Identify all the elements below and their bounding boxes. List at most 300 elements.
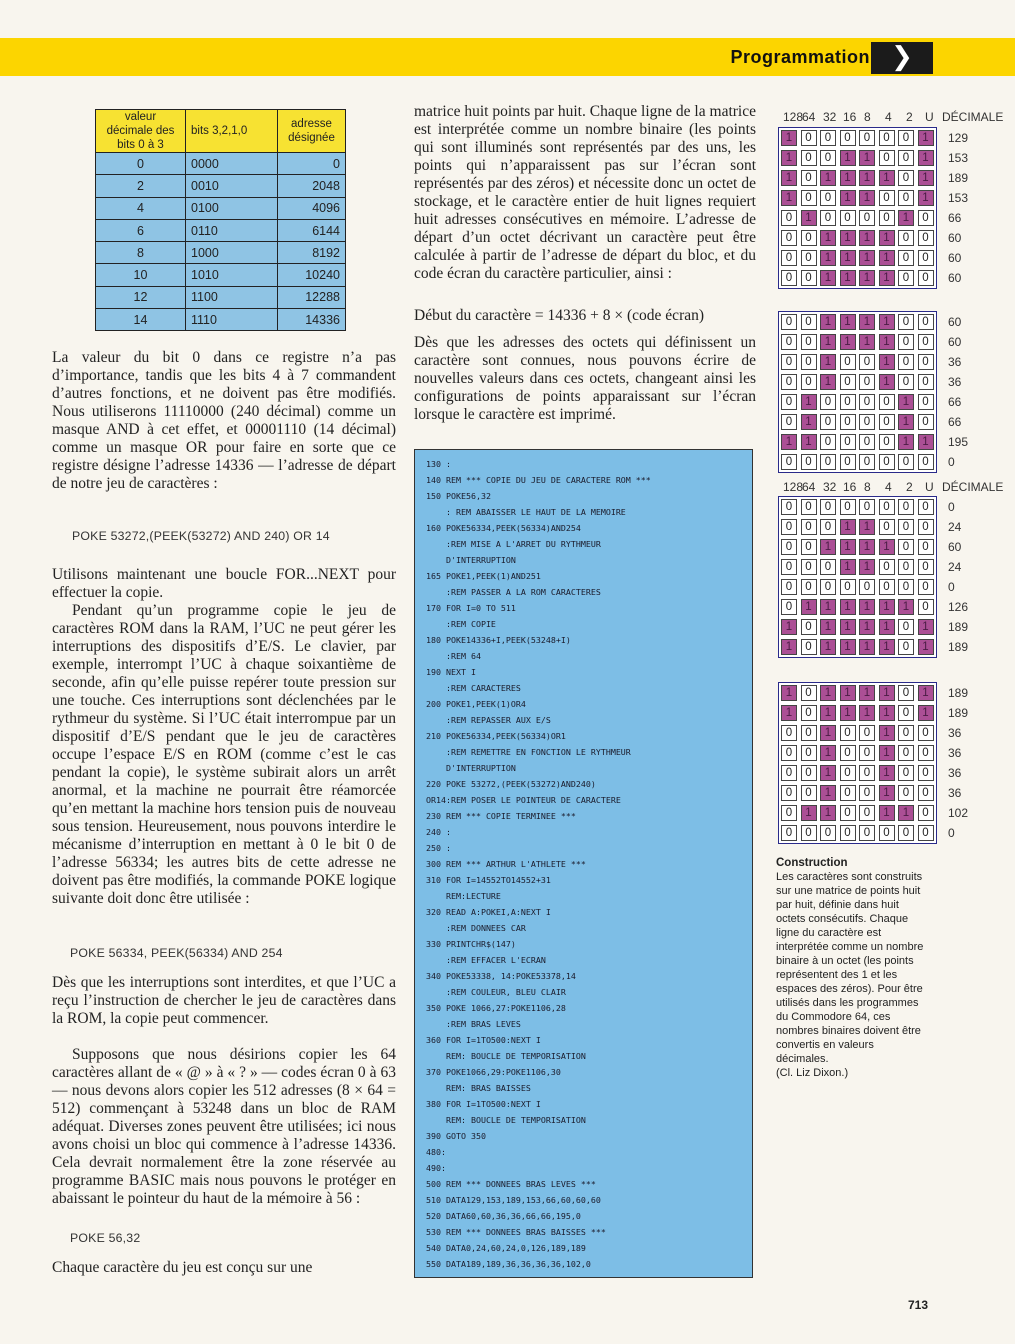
matrix-row (779, 268, 936, 288)
table-cell: 6144 (278, 219, 346, 241)
matrix-row (779, 723, 936, 743)
matrix-cell: 0 (859, 354, 875, 370)
decimal-value: 195 (948, 435, 969, 449)
matrix-cell: 0 (918, 825, 934, 841)
matrix-cell: 1 (859, 250, 875, 266)
matrix-cell: 1 (801, 805, 817, 821)
listing-line: 340 POKE53338, 14:POKE53378,14 (426, 971, 576, 981)
matrix-cell: 1 (781, 434, 797, 450)
listing-line: 190 NEXT I (426, 667, 476, 677)
matrix-cell: 0 (801, 374, 817, 390)
matrix-cell: 0 (801, 765, 817, 781)
matrix-cell: 1 (879, 170, 895, 186)
decimal-value: 60 (948, 231, 962, 245)
table-cell: 2 (96, 175, 186, 197)
matrix-cell: 0 (801, 705, 817, 721)
matrix-cell: 0 (859, 210, 875, 226)
matrix-cell: 1 (781, 685, 797, 701)
decimal-value: 60 (948, 315, 962, 329)
matrix-cell: 0 (859, 414, 875, 430)
matrix-cell: 0 (898, 639, 914, 655)
code-line: POKE 56,32 (70, 1231, 141, 1245)
matrix-cell: 0 (898, 250, 914, 266)
matrix-cell: 0 (781, 785, 797, 801)
matrix-cell: 0 (781, 414, 797, 430)
matrix-cell: 1 (879, 314, 895, 330)
matrix-cell: 1 (898, 434, 914, 450)
matrix-cell: 0 (820, 434, 836, 450)
matrix-cell: 1 (840, 639, 856, 655)
matrix-cell: 0 (898, 334, 914, 350)
listing-line: :REM MISE A L'ARRET DU RYTHMEUR (426, 539, 601, 549)
listing-line: :REM BRAS LEVES (426, 1019, 521, 1029)
listing-line: 250 : (426, 843, 451, 853)
matrix-cell: 1 (879, 785, 895, 801)
matrix-cell: 1 (918, 130, 934, 146)
matrix-cell: 0 (898, 150, 914, 166)
matrix-cell: 0 (840, 825, 856, 841)
paragraph: Chaque caractère du jeu est conçu sur une (52, 1259, 313, 1276)
matrix-cell: 0 (918, 414, 934, 430)
matrix-cell: 1 (879, 619, 895, 635)
decimal-value: 189 (948, 686, 969, 700)
table-row (96, 197, 346, 219)
bit-weight-header (778, 110, 1008, 124)
matrix-row (779, 392, 936, 412)
matrix-cell: 0 (801, 150, 817, 166)
matrix-row (779, 497, 936, 517)
table-header-cell: valeur décimale des bits 0 à 3 (96, 110, 186, 153)
table-cell: 8192 (278, 242, 346, 264)
page-number: 713 (908, 1298, 929, 1312)
matrix-row (779, 188, 936, 208)
matrix-cell: 0 (898, 499, 914, 515)
decimal-value: 0 (948, 580, 955, 594)
paragraph: matrice huit points par huit. Chaque ligne de la matrice est interprétée comme un nombre binaire (les points qui sont illuminés sont représentés par des uns, les points qui n’apparaissent pas sur l’écran sont représentés par des zéros) et nécessite donc un octet de stockage, et le caractère entier de huit lignes requiert huit adresses consécutives en mémoire. L’adresse de départ d’un octet décrivant un caractère peut être calculée à partir de l’adresse de départ du bloc, et du code écran du caractère particulier, ainsi : (414, 103, 756, 282)
table-row (96, 286, 346, 308)
bit-weight-label: 64 (802, 480, 816, 494)
matrix-cell: 0 (781, 499, 797, 515)
bit-weight-label: 2 (906, 480, 913, 494)
matrix-cell: 1 (918, 639, 934, 655)
listing-line: 165 POKE1,PEEK(1)AND251 (426, 571, 541, 581)
matrix-cell: 0 (820, 150, 836, 166)
matrix-cell: 1 (840, 150, 856, 166)
matrix-cell: 0 (859, 725, 875, 741)
decimal-value: 0 (948, 500, 955, 514)
table-cell: 14336 (278, 309, 346, 331)
decimal-value: 60 (948, 335, 962, 349)
matrix-cell: 0 (801, 130, 817, 146)
table-cell: 4096 (278, 197, 346, 219)
matrix-row (779, 683, 936, 703)
matrix-cell: 0 (918, 599, 934, 615)
matrix-cell: 1 (840, 539, 856, 555)
matrix-row (779, 537, 936, 557)
matrix-cell: 1 (879, 599, 895, 615)
matrix-cell: 1 (879, 539, 895, 555)
listing-line: 230 REM *** COPIE TERMINEE *** (426, 811, 576, 821)
matrix-cell: 1 (801, 434, 817, 450)
listing-line: :REM 64 (426, 651, 481, 661)
matrix-row (779, 148, 936, 168)
matrix-cell: 1 (879, 745, 895, 761)
matrix-cell: 0 (781, 270, 797, 286)
matrix-cell: 0 (801, 785, 817, 801)
matrix-cell: 0 (840, 130, 856, 146)
matrix-cell: 0 (918, 210, 934, 226)
matrix-cell: 0 (820, 454, 836, 470)
matrix-cell: 1 (820, 230, 836, 246)
matrix-cell: 1 (918, 619, 934, 635)
caption-credit: (Cl. Liz Dixon.) (776, 1067, 849, 1079)
table-cell: 2048 (278, 175, 346, 197)
listing-line: 240 : (426, 827, 451, 837)
matrix-cell: 0 (801, 519, 817, 535)
matrix-cell: 1 (898, 414, 914, 430)
matrix-cell: 0 (918, 519, 934, 535)
matrix-cell: 1 (840, 230, 856, 246)
listing-line: :REM REMETTRE EN FONCTION LE RYTHMEUR (426, 747, 631, 757)
matrix-cell: 1 (840, 170, 856, 186)
table-header-cell: adresse désignée (278, 110, 346, 153)
matrix-cell: 0 (918, 270, 934, 286)
matrix-cell: 0 (840, 394, 856, 410)
listing-line: 170 FOR I=0 TO 511 (426, 603, 516, 613)
table-cell: 0100 (186, 197, 278, 219)
matrix-cell: 0 (781, 250, 797, 266)
listing-line: :REM PASSER A LA ROM CARACTERES (426, 587, 601, 597)
matrix-cell: 0 (801, 685, 817, 701)
matrix-cell: 1 (840, 685, 856, 701)
table-cell: 12 (96, 286, 186, 308)
matrix-cell: 1 (840, 314, 856, 330)
matrix-cell: 0 (859, 374, 875, 390)
listing-line: 370 POKE1066,29:POKE1106,30 (426, 1067, 561, 1077)
matrix-cell: 0 (859, 745, 875, 761)
section-title: Programmation (730, 47, 870, 67)
table-row (96, 153, 346, 175)
matrix-cell: 0 (801, 270, 817, 286)
matrix-cell: 0 (781, 374, 797, 390)
paragraph: Dès que les adresses des octets qui définissent un caractère sont connues, nous pouvons écrire de nouvelles valeurs dans ces octets, changeant ainsi les configurations de points apparaissant sur l’écran lorsque le caractère est imprimé. (414, 334, 756, 423)
matrix-cell: 0 (898, 725, 914, 741)
address-table (95, 109, 346, 331)
decimal-value: 189 (948, 620, 969, 634)
matrix-cell: 0 (781, 559, 797, 575)
table-header-row (96, 110, 346, 153)
listing-line: D'INTERRUPTION (426, 763, 516, 773)
matrix-cell: 0 (918, 334, 934, 350)
decimal-value: 36 (948, 766, 962, 780)
paragraph: Supposons que nous désirions copier les 64 caractères allant de « @ » à « ? » — codes écran 0 à 63 — nous devons alors copier les 512 adresses (8 × 64 = 512) commençant à 53248 dans un bloc de RAM adéquat. Diverses zones peuvent être utilisées; ici nous avons choisi un bloc qui commence à l’adresse 14336. Cela devrait normalement être la zone réservée au programme BASIC mais nous pouvons le protéger en abaissant le pointeur du haut de la mémoire à 56 : (52, 1046, 396, 1207)
matrix-cell: 1 (801, 599, 817, 615)
matrix-cell: 1 (859, 705, 875, 721)
matrix-cell: 1 (840, 619, 856, 635)
matrix-cell: 0 (879, 519, 895, 535)
table-row (96, 264, 346, 286)
matrix-cell: 0 (801, 539, 817, 555)
decimal-value: 126 (948, 600, 969, 614)
matrix-cell: 0 (820, 825, 836, 841)
table-cell: 0000 (186, 153, 278, 175)
matrix-cell: 0 (840, 579, 856, 595)
listing-line: 510 DATA129,153,189,153,66,60,60,60 (426, 1195, 601, 1205)
table-cell: 1000 (186, 242, 278, 264)
matrix-cell: 1 (820, 374, 836, 390)
section-banner (0, 38, 1015, 76)
listing-line: :REM EFFACER L'ECRAN (426, 955, 546, 965)
listing-line: :REM COULEUR, BLEU CLAIR (426, 987, 566, 997)
decimal-value: 0 (948, 826, 955, 840)
table-cell: 12288 (278, 286, 346, 308)
decimal-value: 36 (948, 746, 962, 760)
table-row (96, 309, 346, 331)
bit-weight-label: 16 (843, 480, 857, 494)
matrix-row (779, 617, 936, 637)
matrix-cell: 1 (781, 170, 797, 186)
listing-line: 210 POKE56334,PEEK(56334)OR1 (426, 731, 566, 741)
matrix-cell: 0 (781, 230, 797, 246)
decimal-value: 36 (948, 786, 962, 800)
table-cell: 0010 (186, 175, 278, 197)
matrix-cell: 0 (840, 785, 856, 801)
listing-line: OR14:REM POSER LE POINTEUR DE CARACTERE (426, 795, 621, 805)
listing-line: 200 POKE1,PEEK(1)OR4 (426, 699, 526, 709)
matrix-cell: 0 (879, 150, 895, 166)
matrix-cell: 0 (820, 519, 836, 535)
matrix-cell: 1 (918, 150, 934, 166)
decimal-value: 24 (948, 560, 962, 574)
listing-line: 490: (426, 1163, 446, 1173)
bit-weight-label: 16 (843, 110, 857, 124)
matrix-cell: 1 (840, 599, 856, 615)
matrix-cell: 1 (898, 210, 914, 226)
matrix-row (779, 248, 936, 268)
matrix-cell: 0 (820, 499, 836, 515)
table-cell: 0 (96, 153, 186, 175)
listing-line: 350 POKE 1066,27:POKE1106,28 (426, 1003, 566, 1013)
matrix-cell: 0 (879, 130, 895, 146)
matrix-cell: 1 (781, 150, 797, 166)
matrix-cell: 0 (781, 354, 797, 370)
listing-line: REM: BOUCLE DE TEMPORISATION (426, 1051, 586, 1061)
matrix-cell: 0 (781, 519, 797, 535)
matrix-cell: 0 (820, 130, 836, 146)
bit-weight-label: 2 (906, 110, 913, 124)
table-cell: 8 (96, 242, 186, 264)
decimal-label: DÉCIMALE (942, 110, 1004, 124)
matrix-cell: 0 (781, 210, 797, 226)
matrix-cell: 0 (801, 334, 817, 350)
matrix-cell: 1 (918, 190, 934, 206)
listing-line: 480: (426, 1147, 446, 1157)
matrix-cell: 0 (859, 394, 875, 410)
matrix-cell: 1 (840, 270, 856, 286)
matrix-cell: 0 (820, 394, 836, 410)
matrix-cell: 1 (918, 170, 934, 186)
matrix-cell: 0 (898, 705, 914, 721)
decimal-value: 189 (948, 706, 969, 720)
decimal-value: 36 (948, 375, 962, 389)
listing-line: 150 POKE56,32 (426, 491, 491, 501)
matrix-cell: 0 (801, 250, 817, 266)
paragraph: Dès que les interruptions sont interdites, et que l’UC a reçu l’instruction de chercher le jeu de caractères dans la ROM, la copie peut commencer. (52, 974, 396, 1027)
matrix-cell: 1 (879, 334, 895, 350)
matrix-cell: 0 (879, 434, 895, 450)
matrix-cell: 0 (840, 499, 856, 515)
listing-line: 330 PRINTCHR$(147) (426, 939, 516, 949)
matrix-cell: 0 (781, 579, 797, 595)
matrix-cell: 0 (801, 579, 817, 595)
matrix-cell: 0 (898, 685, 914, 701)
character-matrix (778, 682, 937, 844)
matrix-cell: 0 (859, 130, 875, 146)
matrix-cell: 0 (840, 434, 856, 450)
bit-weight-label: 64 (802, 110, 816, 124)
matrix-cell: 1 (918, 434, 934, 450)
matrix-row (779, 208, 936, 228)
matrix-cell: 0 (918, 765, 934, 781)
matrix-cell: 0 (781, 765, 797, 781)
matrix-cell: 1 (840, 334, 856, 350)
bit-weight-label: 8 (864, 110, 871, 124)
matrix-row (779, 803, 936, 823)
code-line: POKE 56334, PEEK(56334) AND 254 (70, 946, 283, 960)
paragraph: Utilisons maintenant une boucle FOR...NEXT pour effectuer la copie. (52, 566, 396, 601)
caption-title: Construction (776, 857, 848, 869)
matrix-cell: 0 (918, 314, 934, 330)
matrix-cell: 1 (859, 685, 875, 701)
matrix-cell: 0 (898, 559, 914, 575)
matrix-cell: 1 (859, 270, 875, 286)
matrix-cell: 0 (781, 454, 797, 470)
matrix-row (779, 332, 936, 352)
matrix-cell: 0 (859, 434, 875, 450)
decimal-value: 66 (948, 395, 962, 409)
matrix-row (779, 637, 936, 657)
matrix-cell: 1 (820, 539, 836, 555)
table-cell: 1110 (186, 309, 278, 331)
listing-line: : REM ABAISSER LE HAUT DE LA MEMOIRE (426, 507, 626, 517)
matrix-cell: 0 (918, 539, 934, 555)
matrix-cell: 1 (859, 539, 875, 555)
matrix-cell: 1 (820, 765, 836, 781)
matrix-cell: 0 (781, 745, 797, 761)
listing-line: 360 FOR I=1TO500:NEXT I (426, 1035, 541, 1045)
listing-line: D'INTERRUPTION (426, 555, 516, 565)
matrix-cell: 0 (820, 414, 836, 430)
character-matrix (778, 127, 937, 289)
matrix-cell: 0 (781, 599, 797, 615)
matrix-cell: 0 (801, 825, 817, 841)
matrix-cell: 1 (898, 599, 914, 615)
matrix-cell: 1 (820, 354, 836, 370)
table-header-cell: bits 3,2,1,0 (186, 110, 278, 153)
matrix-cell: 1 (859, 619, 875, 635)
paragraph: Pendant qu’un programme copie le jeu de caractères ROM dans la RAM, l’UC ne peut gérer les interruptions des dispositifs d’E/S. Le clavier, par exemple, interrompt l’UC à chaque soixantième de seconde, afin qu’elle puisse repérer toute pression sur une touche. Ces interruptions sont déclenchées par le rythmeur du système. Si l’UC était interrompue par un dispositif d’E/S pendant que le jeu de caractères occupe l’espace E/S en ROM (comme c’est le cas pendant la copie), le système subirait alors un arrêt anormal, et la machine ne pourrait être réamorcée qu’en mettant la machine hors tension puis de nouveau sous tension. Heureusement, nous pouvons interdire le mécanisme d’interruption en mettant à 0 le bit 0 de l’adresse 56334; les autres bits de cette adresse ne doivent pas être modifiés, la commande POKE logique suivante doit donc être utilisée : (52, 602, 396, 907)
matrix-cell: 1 (859, 190, 875, 206)
table-row (96, 219, 346, 241)
listing-line: 380 FOR I=1TO500:NEXT I (426, 1099, 541, 1109)
matrix-cell: 0 (898, 190, 914, 206)
matrix-row (779, 743, 936, 763)
figure-caption (776, 856, 928, 1080)
matrix-cell: 1 (820, 805, 836, 821)
matrix-cell: 0 (898, 314, 914, 330)
matrix-cell: 0 (918, 579, 934, 595)
matrix-cell: 0 (898, 170, 914, 186)
listing-line: :REM DONNEES CAR (426, 923, 526, 933)
matrix-cell: 1 (859, 334, 875, 350)
matrix-cell: 1 (820, 705, 836, 721)
listing-line: :REM REPASSER AUX E/S (426, 715, 551, 725)
matrix-cell: 0 (781, 725, 797, 741)
matrix-cell: 1 (859, 519, 875, 535)
matrix-cell: 0 (898, 130, 914, 146)
matrix-cell: 1 (840, 705, 856, 721)
matrix-cell: 0 (781, 539, 797, 555)
matrix-cell: 0 (801, 639, 817, 655)
matrix-row (779, 412, 936, 432)
matrix-cell: 1 (879, 639, 895, 655)
listing-line: 530 REM *** DONNEES BRAS BAISSES *** (426, 1227, 606, 1237)
matrix-cell: 1 (879, 230, 895, 246)
matrix-cell: 1 (859, 639, 875, 655)
table-cell: 0 (278, 153, 346, 175)
matrix-cell: 0 (801, 725, 817, 741)
decimal-label: DÉCIMALE (942, 480, 1004, 494)
matrix-cell: 1 (879, 270, 895, 286)
matrix-cell: 1 (820, 250, 836, 266)
matrix-cell: 0 (898, 354, 914, 370)
matrix-cell: 0 (898, 230, 914, 246)
matrix-cell: 0 (801, 354, 817, 370)
matrix-cell: 0 (781, 334, 797, 350)
listing-line: 550 DATA189,189,36,36,36,36,102,0 (426, 1259, 591, 1269)
listing-line: 310 FOR I=14552TO14552+31 (426, 875, 551, 885)
matrix-cell: 1 (879, 250, 895, 266)
matrix-cell: 1 (820, 785, 836, 801)
matrix-row (779, 557, 936, 577)
matrix-row (779, 352, 936, 372)
chevron-right-icon: ❯ (871, 42, 933, 74)
matrix-cell: 0 (859, 499, 875, 515)
listing-line: 180 POKE14336+I,PEEK(53248+I) (426, 635, 571, 645)
decimal-value: 153 (948, 191, 969, 205)
table-row (96, 242, 346, 264)
matrix-cell: 1 (820, 725, 836, 741)
matrix-cell: 0 (879, 579, 895, 595)
matrix-cell: 0 (820, 210, 836, 226)
matrix-cell: 0 (918, 725, 934, 741)
matrix-cell: 0 (820, 579, 836, 595)
table-cell: 10240 (278, 264, 346, 286)
matrix-cell: 1 (859, 170, 875, 186)
matrix-row (779, 452, 936, 472)
matrix-cell: 1 (879, 725, 895, 741)
matrix-cell: 0 (859, 765, 875, 781)
decimal-value: 36 (948, 355, 962, 369)
matrix-cell: 0 (781, 314, 797, 330)
bit-weight-label: U (925, 480, 934, 494)
decimal-value: 189 (948, 640, 969, 654)
table-cell: 1100 (186, 286, 278, 308)
matrix-cell: 0 (898, 270, 914, 286)
matrix-cell: 1 (820, 619, 836, 635)
matrix-cell: 1 (820, 314, 836, 330)
matrix-cell: 1 (820, 685, 836, 701)
